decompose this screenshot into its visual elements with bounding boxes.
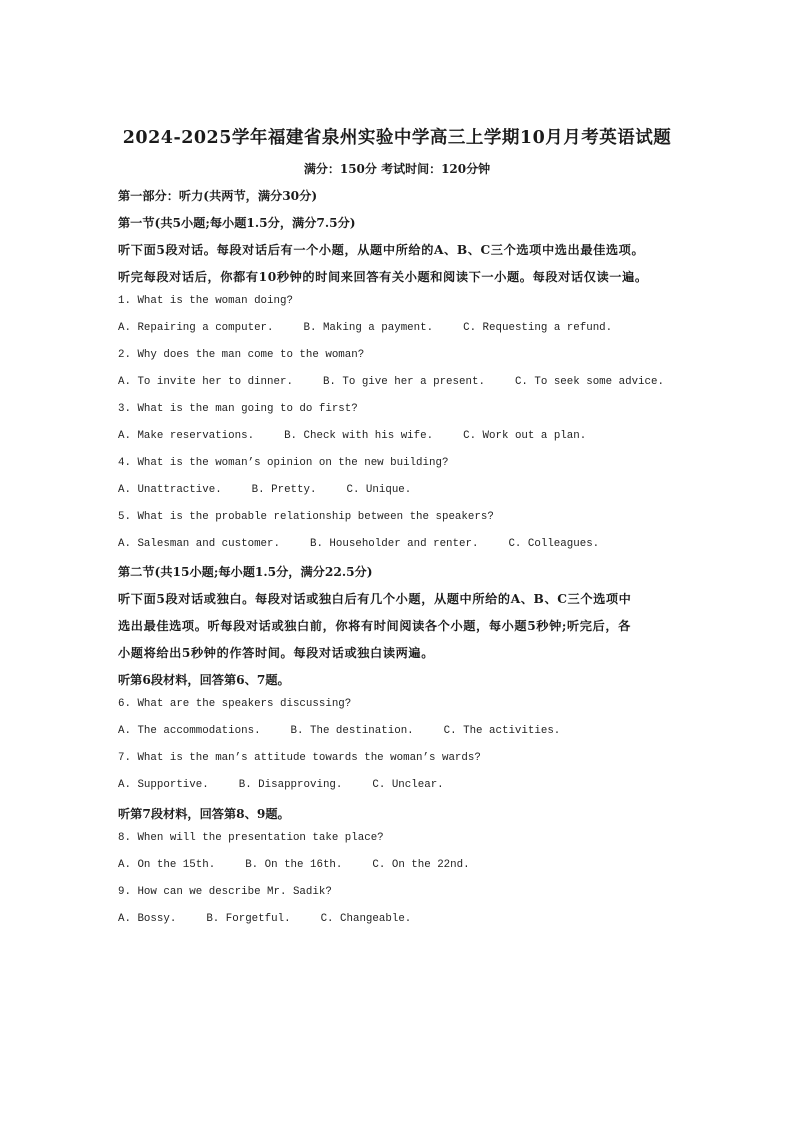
instruction-line: 听完每段对话后，你都有10秒钟的时间来回答有关小题和阅读下一小题。每段对话仅读一遍。 [118,270,648,284]
option-b: B. Check with his wife. [284,430,434,442]
material-heading: 听第7段材料，回答第8、9题。 [118,807,290,821]
options-row [118,913,411,925]
option-b: B. On the 16th. [245,859,343,871]
options-row [118,859,470,871]
option-c: C. Changeable. [320,913,412,925]
option-a: A. Repairing a computer. [118,322,274,334]
option-b: B. Householder and renter. [309,538,479,550]
options-row [118,484,411,496]
section1-heading: 第一节(共5小题;每小题1.5分，满分7.5分) [118,216,356,230]
option-b: B. The destination. [290,725,414,737]
option-c: C. Work out a plan. [463,430,587,442]
question-text: 7. What is the man’s attitude towards the woman’s wards? [118,752,481,764]
options-row [118,538,599,550]
option-a: A. Bossy. [118,913,177,925]
instruction-line: 听下面5段对话或独白。每段对话或独白后有几个小题，从题中所给的A、B、C三个选项中 [118,592,632,606]
option-a: A. Supportive. [118,779,209,791]
option-b: B. Pretty. [251,484,317,496]
option-b: B. Disapproving. [238,779,343,791]
option-a: A. Make reservations. [118,430,255,442]
instruction-line: 小题将给出5秒钟的作答时间。每段对话或独白读两遍。 [118,646,434,660]
options-row [118,322,612,334]
options-row [118,779,444,791]
option-b: B. Making a payment. [303,322,434,334]
instruction-line: 选出最佳选项。听每段对话或独白前，你将有时间阅读各个小题，每小题5秒钟;听完后，各 [118,619,631,633]
option-c: C. Colleagues. [508,538,600,550]
part1-heading: 第一部分：听力(共两节，满分30分) [118,189,318,203]
question-text: 8. When will the presentation take place? [118,832,384,844]
option-a: A. The accommodations. [118,725,261,737]
question-text: 3. What is the man going to do first? [118,403,358,415]
option-c: C. To seek some advice. [514,376,664,388]
question-text: 5. What is the probable relationship between the speakers? [118,511,494,523]
option-b: B. To give her a present. [322,376,485,388]
option-a: A. On the 15th. [118,859,216,871]
question-text: 2. Why does the man come to the woman? [118,349,365,361]
option-c: C. Unclear. [372,779,444,791]
option-a: A. Unattractive. [118,484,222,496]
option-a: A. To invite her to dinner. [118,376,293,388]
section2-heading: 第二节(共15小题;每小题1.5分，满分22.5分) [118,565,373,579]
question-text: 6. What are the speakers discussing? [118,698,352,710]
option-c: C. The activities. [443,725,561,737]
page-title: 2024-2025学年福建省泉州实验中学高三上学期10月月考英语试题 [122,128,672,148]
question-text: 1. What is the woman doing? [118,295,293,307]
option-b: B. Forgetful. [206,913,291,925]
question-text: 9. How can we describe Mr. Sadik? [118,886,332,898]
options-row [118,430,586,442]
options-row [118,725,560,737]
material-heading: 听第6段材料，回答第6、7题。 [118,673,290,687]
exam-info: 满分：150分 考试时间：120分钟 [303,162,491,176]
option-a: A. Salesman and customer. [118,538,280,550]
option-c: C. Unique. [346,484,412,496]
option-c: C. Requesting a refund. [463,322,613,334]
instruction-line: 听下面5段对话。每段对话后有一个小题，从题中所给的A、B、C三个选项中选出最佳选项。 [118,243,645,257]
question-text: 4. What is the woman’s opinion on the new building? [118,457,449,469]
options-row [118,376,664,388]
option-c: C. On the 22nd. [372,859,470,871]
